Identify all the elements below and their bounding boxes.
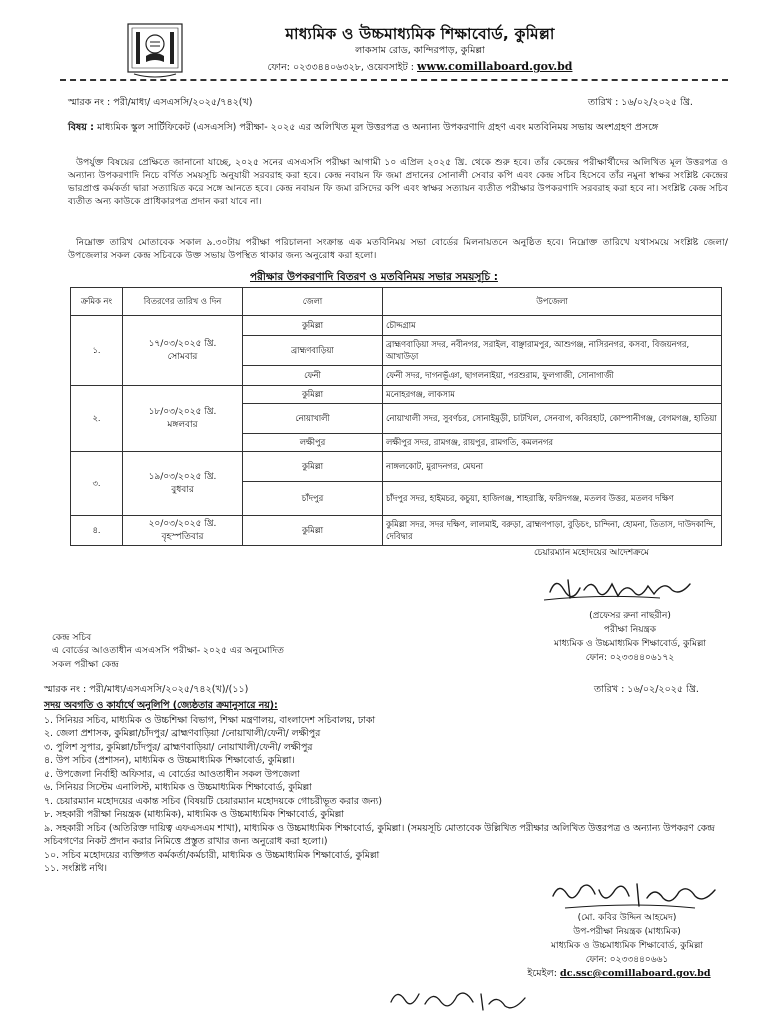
body-paragraph-1: উপর্যুক্ত বিষয়ের প্রেক্ষিতে জানানো যাচ্ছে, ২০২৫ সনের এসএসসি পরীক্ষা আগামী ১০ এপ্রিল ২০২৫ খ্রি. থেকে শুরু হবে। তাঁর কেন্দ্রের পরীক্ষার্থীদের অলিখিত মূল উত্তরপত্র ও অন্যান্য উপকরণাদি নিচে বর্ণিত সময়সূচি অনুযায়ী সরবরাহ করা হবে। কেন্দ্র নবায়ন ফি জমা প্রদানের সোনালী সেবার কপি এবং কেন্দ্র সচিব হিসেবে তাঁর নমুনা স্বাক্ষর সংশ্লিষ্ট কেন্দ্রের ভারপ্রাপ্ত কর্মকর্তা দ্বারা সত্যায়িত করে সঙ্গে আনতে হবে। কেন্দ্র নবায়ন ফি জমা রসিদের কপি এবং স্বাক্ষর সত্যায়ন ব্যতীত পরীক্ষার উপকরণাদি সরবরাহ করা হবে না। সংশ্লিষ্ট কেন্দ্র সচিব ব্যতীত অন্য কাউকে প্রাধিকারপত্র প্রদান করা যাবে না। [68, 157, 728, 208]
date-text: ১৭/০৩/২০২৫ খ্রি. [148, 339, 217, 350]
email-label: ইমেইল: [527, 968, 557, 979]
recipient-line-2: এ বোর্ডের আওতাধীন এসএসসি পরীক্ষা- ২০২৫ এর অনুমোদিত [52, 645, 285, 657]
recipient-line-1: কেন্দ্র সচিব [52, 632, 92, 643]
signature-2 [545, 876, 730, 914]
header-district: জেলা [243, 288, 383, 316]
list-item: ৫. উপজেলা নির্বাহী অফিসার, এ বোর্ডের আওতাধীন সকল উপজেলা [44, 768, 300, 780]
subject-label: বিষয় : [68, 122, 94, 133]
serial-cell: ৪. [71, 516, 123, 546]
signatory-2-title: উপ-পরীক্ষা নিয়ন্ত্রক (মাধ্যমিক) [573, 927, 681, 937]
table-row [71, 516, 722, 546]
upazila-cell: নাঙ্গলকোট, মুরাদনগর, মেঘনা [383, 452, 722, 482]
upazila-cell: ফেনী সদর, দাগনভূঁঞা, ছাগলনাইয়া, পরশুরাম, ফুলগাজী, সোনাগাজী [383, 366, 722, 386]
list-item: ৩. পুলিশ সুপার, কুমিল্লা/চাঁদপুর/ ব্রাহ্মণবাড়িয়া/ নোয়াখালী/ফেনী/ লক্ষীপুর [44, 741, 313, 753]
list-item: ৯. সহকারী সচিব (অতিরিক্ত দায়িত্ব এফএসএম শাখা), মাধ্যমিক ও উচ্চমাধ্যমিক শিক্ষাবোর্ড, কুমিল্লা। (সময়সূচি মোতাবেক উল্লিখিত পরীক্ষার অলিখিত উত্তরপত্র ও অন্যান্য উপকরণ কেন্দ্র সচিবগণের নিকট প্রদান করার নিমিত্তে প্রস্তুত রাখার জন্য অনুরোধ করা হলো।) [44, 822, 715, 848]
date-cell [123, 452, 243, 516]
table-row [71, 316, 722, 336]
date-text: ২০/০৩/২০২৫ খ্রি. [148, 519, 217, 530]
district-cell: লক্ষীপুর [243, 434, 383, 452]
website-link[interactable]: www.comillaboard.gov.bd [417, 60, 573, 73]
header-date: বিতরণের তারিখ ও দিন [123, 288, 243, 316]
signatory-2-org: মাধ্যমিক ও উচ্চমাধ্যমিক শিক্ষাবোর্ড, কুমিল্লা [551, 941, 703, 951]
phone-text: ফোন: ০২৩৩৪৪০৬৩২৮, ওয়েবসাইট : [267, 62, 414, 73]
day-text: বৃহস্পতিবার [161, 531, 204, 542]
list-item: ২. জেলা প্রশাসক, কুমিল্লা/চাঁদপুর/ ব্রাহ্মণবাড়িয়া /নোয়াখালী/ফেনী/ লক্ষীপুর [44, 728, 321, 740]
district-cell: নোয়াখালী [243, 404, 383, 434]
signatory-2-name: (মো. কবির উদ্দিন আহমেদ) [577, 913, 677, 923]
signatory-2-phone: ফোন: ০২৩৩৪৪০৬৬১ [585, 955, 669, 965]
district-cell: কুমিল্লা [243, 386, 383, 404]
by-order-text: চেয়ারম্যান মহোদয়ের আদেশক্রমে [534, 548, 649, 558]
signatory-2-email [504, 968, 734, 981]
memo-ref: স্মারক নং : পরী/মাধ্য/ এসএসসি/২০২৫/৭৪২(খ) [68, 97, 253, 108]
header-divider [60, 79, 728, 81]
board-emblem-icon [122, 20, 188, 82]
signatory-1-org: মাধ্যমিক ও উচ্চমাধ্যমিক শিক্ষাবোর্ড, কুমিল্লা [554, 639, 706, 649]
district-cell: কুমিল্লা [243, 316, 383, 336]
table-header-row [71, 288, 722, 316]
day-text: বুধবার [171, 484, 194, 495]
cc-heading: সদয় অবগতি ও কার্যার্থে অনুলিপি (জ্যেষ্ঠতার ক্রমানুসারে নয়): [44, 700, 278, 711]
serial-cell: ১. [71, 316, 123, 386]
recipient-block [52, 631, 284, 671]
upazila-cell: নোয়াখালী সদর, সুবর্ণচর, সোনাইমুড়ী, চাটখিল, সেনবাগ, কবিরহাট, কোম্পানীগঞ্জ, বেগমগঞ্জ, হাতিয়া [383, 404, 722, 434]
district-cell: কুমিল্লা [243, 516, 383, 546]
signatory-1-name: (প্রফেসর রুনা নাছরীন) [589, 611, 671, 621]
upazila-cell: মনোহরগঞ্জ, লাকসাম [383, 386, 722, 404]
list-item: ১. সিনিয়র সচিব, মাধ্যমিক ও উচ্চশিক্ষা বিভাগ, শিক্ষা মন্ত্রণালয়, বাংলাদেশ সচিবালয়, ঢাকা [44, 715, 376, 726]
initials-signature [385, 984, 535, 1016]
date-cell [123, 516, 243, 546]
memo-ref-2: স্মারক নং : পরী/মাধ্য/এসএসসি/২০২৫/৭৪২(খ)/(১১) [44, 684, 249, 695]
upazila-cell: ব্রাহ্মণবাড়িয়া সদর, নবীনগর, সরাইল, বাঞ্ছারামপুর, আশুগঞ্জ, নাসিরনগর, কসবা, বিজয়নগর, আখাউড়া [383, 336, 722, 366]
list-item: ১১. সংশ্লিষ্ট নথি। [44, 863, 107, 875]
district-cell: কুমিল্লা [243, 452, 383, 482]
upazila-cell: চাঁদপুর সদর, হাইমচর, কচুয়া, হাজিগঞ্জ, শাহরাস্তি, ফরিদগঞ্জ, মতলব উত্তর, মতলব দক্ষিণ [383, 482, 722, 516]
signatory-1-title: পরীক্ষা নিয়ন্ত্রক [603, 625, 657, 635]
upazila-cell: লক্ষীপুর সদর, রামগঞ্জ, রায়পুর, রামগতি, কমলনগর [383, 434, 722, 452]
date-text: ১৮/০৩/২০২৫ খ্রি. [148, 407, 217, 418]
body-paragraph-2: নিম্নোক্ত তারিখ মোতাবেক সকাল ৯.৩০টায় পরীক্ষা পরিচালনা সংক্রান্ত এক মতবিনিময় সভা বোর্ডের মিলনায়তনে অনুষ্ঠিত হবে। নিম্নোক্ত তারিখে যথাসময়ে সংশ্লিষ্ট জেলা/ উপজেলার সকল কেন্দ্র সচিবকে উক্ত সভায় উপস্থিত থাকার জন্য অনুরোধ করা হলো। [68, 237, 728, 262]
subject [68, 122, 728, 135]
day-text: মঙ্গলবার [167, 419, 198, 430]
cc-list [44, 714, 734, 876]
date-cell [123, 316, 243, 386]
subject-text: মাধ্যমিক স্কুল সার্টিফিকেট (এসএসসি) পরীক্ষা- ২০২৫ এর অলিখিত মূল উত্তরপত্র ও অন্যান্য উপকরণাদি গ্রহণ এবং মতবিনিময় সভায় অংশগ্রহণ প্রসঙ্গে [96, 122, 659, 133]
header-upazila: উপজেলা [383, 288, 722, 316]
serial-cell: ২. [71, 386, 123, 452]
recipient-line-3: সকল পরীক্ষা কেন্দ্র [52, 658, 119, 670]
board-contact [195, 60, 645, 75]
day-text: সোমবার [167, 351, 198, 362]
district-cell: ফেনী [243, 366, 383, 386]
table-row [71, 386, 722, 404]
list-item: ৪. উপ সচিব (প্রশাসন), মাধ্যমিক ও উচ্চমাধ্যমিক শিক্ষাবোর্ড, কুমিল্লা। [44, 755, 295, 767]
table-title: পরীক্ষার উপকরণাদি বিতরণ ও মতবিনিময় সভার সময়সূচি : [250, 271, 498, 283]
schedule-table [70, 287, 722, 546]
upazila-cell: কুমিল্লা সদর, সদর দক্ষিণ, লালমাই, বরুড়া, ব্রাহ্মণপাড়া, বুড়িচং, চান্দিনা, হোমনা, তিতাস, দাউদকান্দি, দেবিদ্বার [383, 516, 722, 546]
email-link[interactable]: dc.ssc@comillaboard.gov.bd [560, 968, 711, 979]
board-name: মাধ্যমিক ও উচ্চমাধ্যমিক শিক্ষাবোর্ড, কুমিল্লা [285, 25, 555, 43]
date-text: ১৯/০৩/২০২৫ খ্রি. [148, 472, 217, 483]
signatory-1-phone: ফোন: ০২৩৩৪৪০৬১৭২ [585, 653, 675, 663]
board-address: লাকসাম রোড, কান্দিরপাড়, কুমিল্লা [355, 45, 485, 56]
district-cell: ব্রাহ্মণবাড়িয়া [243, 336, 383, 366]
signature-1 [540, 570, 710, 608]
list-item: ৮. সহকারী পরীক্ষা নিয়ন্ত্রক (মাধ্যমিক), মাধ্যমিক ও উচ্চমাধ্যমিক শিক্ষাবোর্ড, কুমিল্লা [44, 809, 344, 821]
list-item: ১০. সচিব মহোদয়ের ব্যক্তিগত কর্মকর্তা/কর্মচারী, মাধ্যমিক ও উচ্চমাধ্যমিক শিক্ষাবোর্ড, কুমিল্লা [44, 849, 380, 861]
list-item: ৬. সিনিয়র সিস্টেম এনালিস্ট, মাধ্যমিক ও উচ্চমাধ্যমিক শিক্ষাবোর্ড, কুমিল্লা [44, 782, 312, 794]
district-cell: চাঁদপুর [243, 482, 383, 516]
table-row [71, 452, 722, 482]
date-cell [123, 386, 243, 452]
header-serial: ক্রমিক নং [71, 288, 123, 316]
upazila-cell: চৌদ্দগ্রাম [383, 316, 722, 336]
list-item: ৭. চেয়ারম্যান মহোদয়ের একান্ত সচিব (বিষয়টি চেয়ারম্যান মহোদয়কে গোচরীভূত করার জন্য) [44, 795, 383, 807]
memo-date-2: তারিখ : ১৬/০২/২০২৫ খ্রি. [594, 684, 699, 695]
serial-cell: ৩. [71, 452, 123, 516]
memo-date: তারিখ : ১৬/০২/২০২৫ খ্রি. [588, 97, 693, 108]
